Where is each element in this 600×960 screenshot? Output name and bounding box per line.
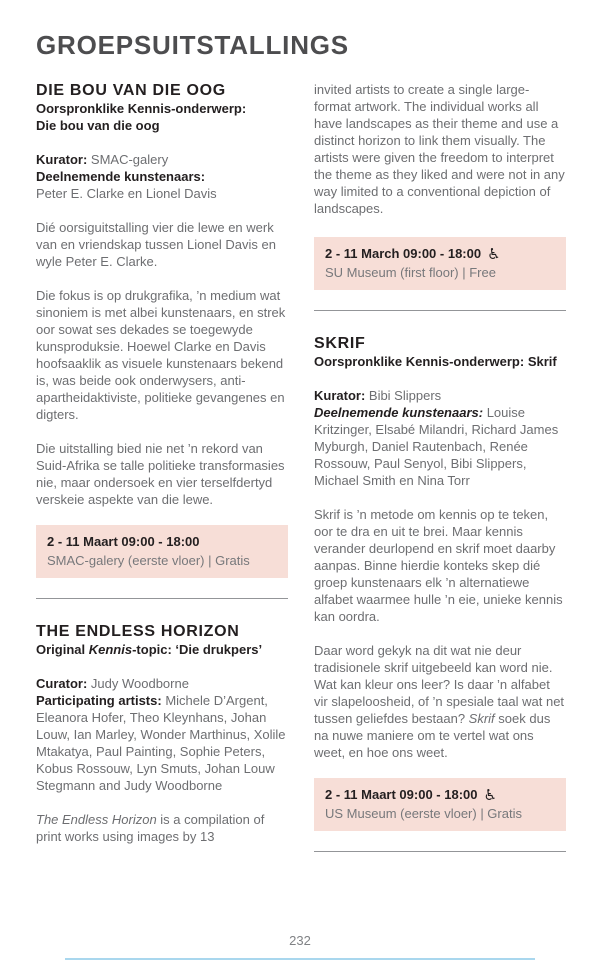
curator-label: Kurator: [36,152,88,167]
credits-block [36,151,288,202]
event-venue: US Museum (eerste vloer) | Gratis [325,806,522,821]
artists-label: Participating artists: [36,693,162,708]
credits-block [36,675,288,794]
description-paragraph-continuation: invited artists to create a single large-format artwork. The individual works all have landscapes as their theme and use a distinct horizon to link them visually. The artists were given the freedom to interpret the theme as they liked and were not in any way limited to a conventional depiction of landscapes. [314,82,565,216]
exhibition-title: SKRIF [314,335,366,352]
exhibition-title: THE ENDLESS HORIZON [36,623,240,640]
exhibition-title: DIE BOU VAN DIE OOG [36,82,226,99]
event-info-box [314,237,566,290]
curator-value: SMAC-galery [87,152,169,167]
programme-page [0,30,600,948]
curator-line [36,675,288,692]
original-topic-line2: Die bou van die oog [36,118,160,133]
credits-block [314,387,566,489]
curator-value: Judy Woodborne [87,676,189,691]
artists-label: Deelnemende kunstenaars: [314,405,484,420]
section-divider [314,310,566,311]
original-topic-line1: Oorspronklike Kennis-onderwerp: [36,101,247,116]
section-the-endless-horizon [36,622,288,845]
wheelchair-accessibility-icon: ♿ [483,786,497,804]
event-venue: SMAC-galery (eerste vloer) | Gratis [47,553,250,568]
description-paragraph: Die uitstalling bied nie net ’n rekord van Suid-Afrika se talle politieke transformasies nie, maar ondersoek en vier terselfdertyd verskeie aspekte van die lewe. [36,441,285,507]
event-dates: 2 - 11 March 09:00 - 18:00 ♿ [325,245,501,263]
artists-label: Deelnemende kunstenaars: [36,169,206,184]
artists-names: Peter E. Clarke en Lionel Davis [36,186,217,201]
original-topic-line: Original Kennis-topic: ‘Die drukpers’ [36,642,263,657]
page-number: 232 [289,933,311,948]
kennis-italic: Kennis [85,642,133,657]
page-title: GROEPSUITSTALLINGS [36,30,349,60]
event-dates: 2 - 11 Maart 09:00 - 18:00 [47,534,200,549]
description-paragraph: Skrif is ’n metode om kennis op te teken, oor te dra en uit te brei. Maar kennis verander deurlopend en skrif moet daarby aanpas. Binne hierdie konteks skep dié groep kunstenaars elk ’n alternatiewe alfabet waarmee hulle ’n eie, unieke kennis kan oordra. [314,507,563,624]
artists-line [36,168,288,185]
description-paragraph: Daar word gekyk na dit wat nie deur tradisionele skrif uitgebeeld kan word nie. Wat kan kleur ons leer? Is daar ’n alfabet vir slapeloosheid, of ’n spesiale taal wat net tussen geliefdes bestaan? Skrif soek dus na nuwe maniere om te vertel wat ons weet, en hoe ons weet. [314,643,565,760]
artists-line [36,692,288,794]
description-paragraph: The Endless Horizon is a compilation of print works using images by 13 [36,812,265,844]
two-column-layout [36,81,566,875]
curator-line [314,387,566,404]
event-info-box [36,525,288,578]
curator-value: Bibi Slippers [365,388,442,403]
artists-names: Louise Kritzinger, Elsabé Milandri, Richard James Myburgh, Daniel Rautenbach, Renée Rossouw, Paul Senyol, Bibi Slippers, Michael Smith en Nina Torr [314,405,559,488]
description-paragraph: Dié oorsiguitstalling vier die lewe en werk van en vriendskap tussen Lionel Davis en wyle Peter E. Clarke. [36,220,276,269]
section-die-bou-van-die-oog [36,81,288,578]
curator-label: Curator: [36,676,88,691]
wheelchair-accessibility-icon: ♿ [487,245,501,263]
right-column [314,81,566,875]
skrif-italic: Skrif [468,711,495,726]
event-dates: 2 - 11 Maart 09:00 - 18:00 ♿ [325,786,497,804]
event-info-box [314,778,566,831]
event-venue: SU Museum (first floor) | Free [325,265,496,280]
left-column [36,81,288,875]
section-skrif [314,334,566,831]
artists-line [314,404,566,489]
section-divider [314,851,566,852]
section-divider [36,598,288,599]
curator-label: Kurator: [314,388,366,403]
artists-names: Michele D’Argent, Eleanora Hofer, Theo Kleynhans, Johan Louw, Ian Marley, Wonder Marthinus, Xolile Mtakatya, Paul Painting, Sophie Peters, Kobus Rossouw, Lyn Smuts, Johan Louw Stegmann and Judy Woodborne [36,693,286,793]
original-topic-line: Oorspronklike Kennis-onderwerp: Skrif [314,354,557,369]
section-the-endless-horizon-continued [314,81,566,290]
curator-line [36,151,288,168]
exhibition-name-italic: The Endless Horizon [36,812,157,827]
description-paragraph: Die fokus is op drukgrafika, ’n medium wat sinoniem is met albei kunstenaars, en strek oor sowat ses dekades se toegewyde kunsproduksie. Hoewel Clarke en Davis hoofsaaklik as visuele kunstenaars bekend is, was beide ook onderwysers, anti-apartheidaktiviste, politieke gevangenes en digters. [36,288,286,422]
